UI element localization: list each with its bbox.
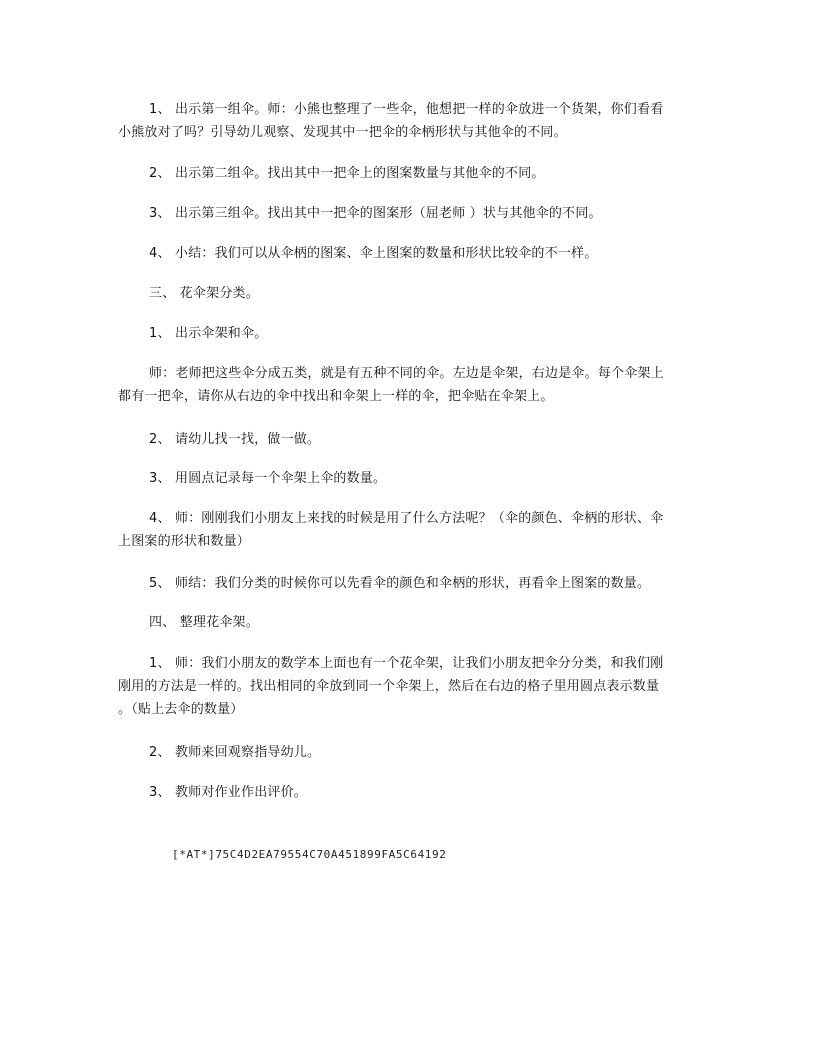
paragraph-workbook: [118, 652, 708, 721]
paragraph-teacher-conclusion: [118, 572, 708, 595]
section-heading: 三、 花伞架分类。: [149, 286, 259, 301]
text-line: 2、 请幼儿找一找，做一做。: [149, 432, 321, 447]
text-line: 3、 出示第三组伞。找出其中一把伞的图案形（屈老师 ）状与其他伞的不同。: [149, 206, 602, 221]
text-line: 师：老师把这些伞分成五类，就是有五种不同的伞。左边是伞架，右边是伞。每个伞架上: [149, 366, 664, 381]
text-line: 1、 出示伞架和伞。: [149, 326, 268, 341]
paragraph-teacher-instructions: [118, 362, 708, 408]
section-heading-three: [118, 282, 708, 305]
text-line: 3、 用圆点记录每一个伞架上伞的数量。: [149, 471, 387, 486]
text-line: 刚用的方法是一样的。找出相同的伞放到同一个伞架上，然后在右边的格子里用圆点表示数量: [118, 679, 660, 694]
text-line: 4、 师：刚刚我们小朋友上来找的时候是用了什么方法呢？（伞的颜色、伞柄的形状、伞: [149, 511, 664, 526]
footer-code: [*AT*]75C4D2EA79554C70A451899FA5C64192: [172, 848, 447, 861]
paragraph-show-third-group: [118, 202, 708, 225]
section-heading-four: [118, 611, 708, 634]
paragraph-children-try: [118, 428, 708, 451]
text-line: 1、 出示第一组伞。师：小熊也整理了一些伞，他想把一样的伞放进一个货架，你们看看: [149, 102, 664, 117]
text-line: 2、 教师来回观察指导幼儿。: [149, 745, 321, 760]
text-line: 4、 小结：我们可以从伞柄的图案、伞上图案的数量和形状比较伞的不一样。: [149, 246, 598, 261]
text-line: 都有一把伞，请你从右边的伞中找出和伞架上一样的伞，把伞贴在伞架上。: [118, 389, 554, 404]
text-line: 2、 出示第二组伞。找出其中一把伞上的图案数量与其他伞的不同。: [149, 166, 545, 181]
paragraph-record-dots: [118, 467, 708, 490]
text-line: 1、 师：我们小朋友的数学本上面也有一个花伞架，让我们小朋友把伞分分类，和我们刚: [149, 656, 664, 671]
text-line: 5、 师结：我们分类的时候你可以先看伞的颜色和伞柄的形状，再看伞上图案的数量。: [149, 576, 651, 591]
paragraph-show-first-group: [118, 98, 708, 144]
paragraph-summary: [118, 242, 708, 265]
paragraph-teacher-evaluate: [118, 781, 708, 804]
paragraph-show-second-group: [118, 162, 708, 185]
text-line: 。（贴上去伞的数量）: [118, 702, 244, 717]
text-line: 小熊放对了吗？引导幼儿观察、发现其中一把伞的伞柄形状与其他伞的不同。: [118, 125, 567, 140]
text-line: 3、 教师对作业作出评价。: [149, 785, 308, 800]
text-line: 上图案的形状和数量）: [118, 534, 251, 549]
paragraph-teacher-question: [118, 507, 708, 553]
paragraph-show-rack: [118, 322, 708, 345]
paragraph-teacher-observe: [118, 741, 708, 764]
section-heading: 四、 整理花伞架。: [149, 615, 259, 630]
